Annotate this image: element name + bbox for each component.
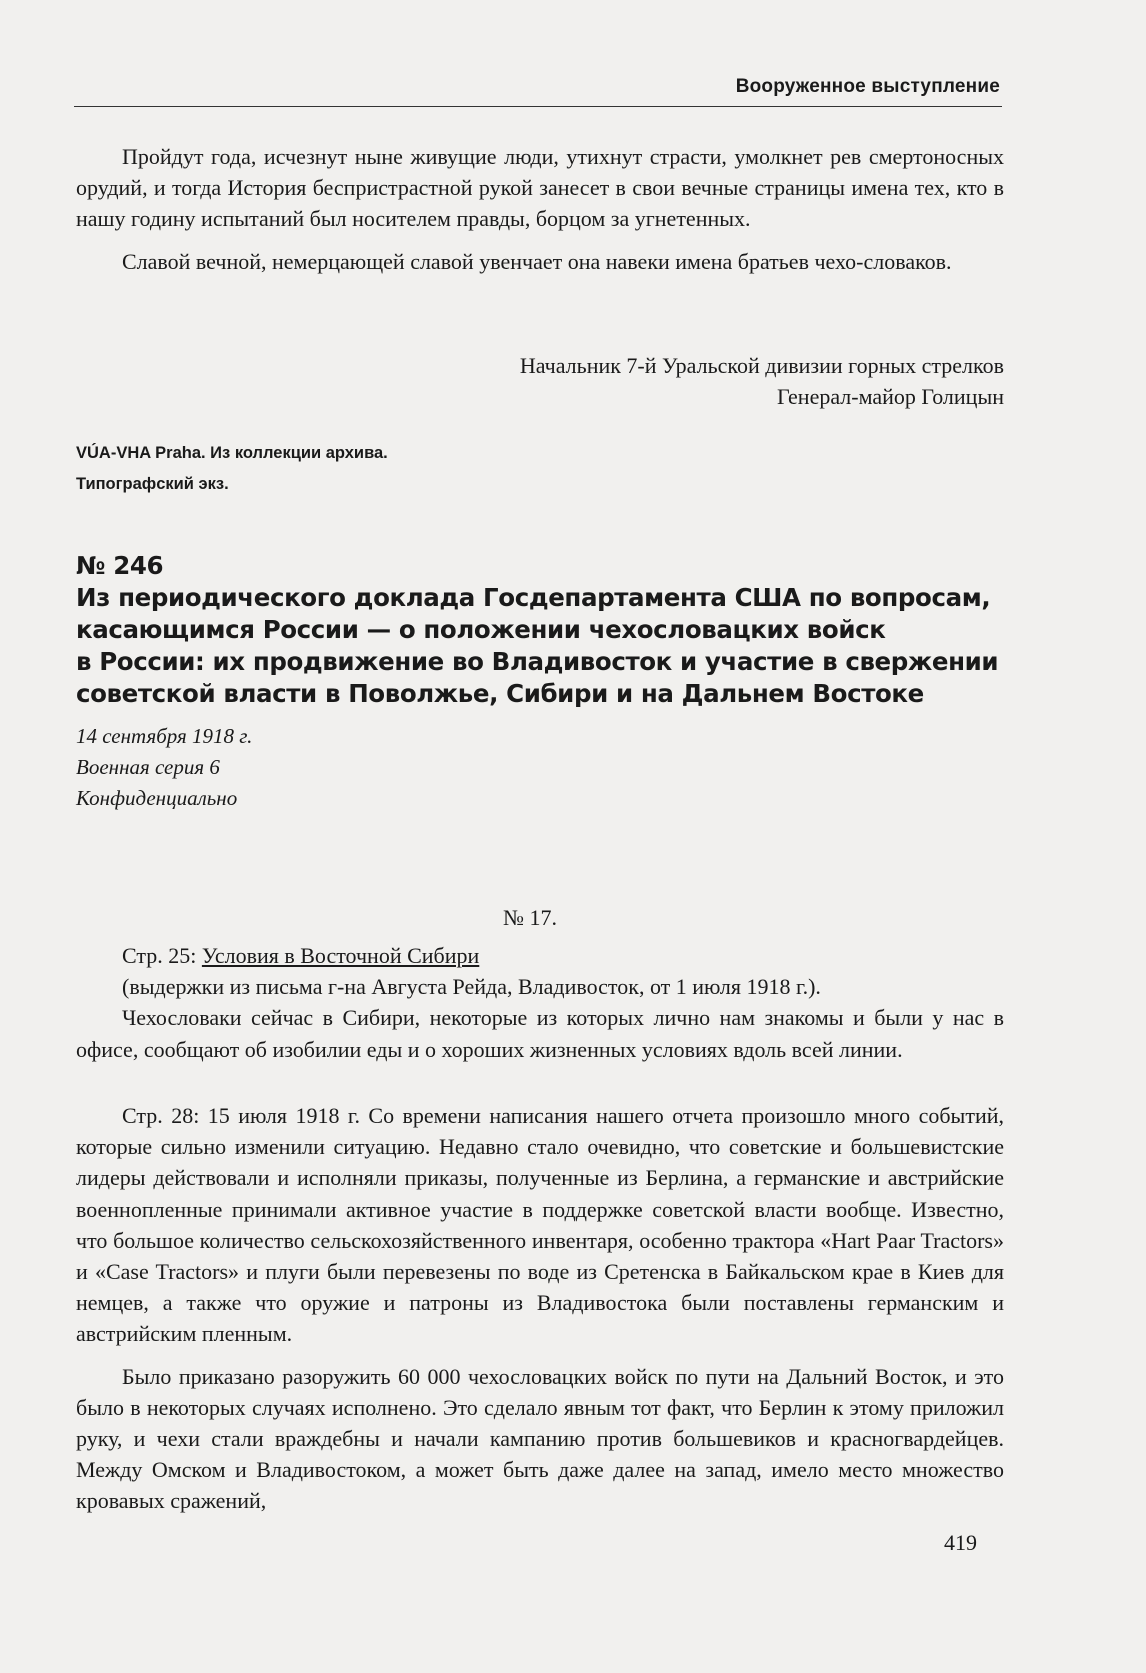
intro-paragraph-2: Славой вечной, немерцающей славой увенчает она навеки имена братьев чехо-словаков. (122, 248, 952, 274)
running-header: Вооруженное выступление (735, 76, 1000, 97)
archive-copy-type: Типографский экз. (76, 475, 229, 493)
last-paragraph: Было приказано разоружить 60 000 чехословацких войск по пути на Дальний Восток, и это было в некоторых случаях исполнено. Это сделало явным тот факт, что Берлин к этому приложил руку, и чехи стали враждебны и начали кампанию против большевиков и красногвардейцев. Между Омском и Владивостоком, а может быть даже далее на запад, имело место множество кровавых сражений, (76, 1363, 1004, 1514)
signature-position: Начальник 7-й Уральской дивизии горных стрелков (519, 353, 1004, 378)
document-title-line-1: Из периодического доклада Госдепартамента США по вопросам, (76, 583, 991, 612)
section-page-28 (76, 1100, 1004, 1528)
page25-text: Чехословаки сейчас в Сибири, некоторые из которых лично нам знакомы и были у нас в офисе, сообщают об изобилии еды и о хороших жизненных условиях вдоль всей линии. (76, 1005, 1004, 1062)
intro-block (76, 141, 1004, 288)
document-title-line-2: касающимся России — о положении чехословацких войск (76, 615, 886, 644)
archive-source: VÚA-VHA Praha. Из коллекции архива. (76, 444, 388, 462)
document-heading (76, 550, 1006, 710)
document-series: Военная серия 6 (76, 755, 220, 779)
page25-source: (выдержки из письма г-на Августа Рейда, Владивосток, от 1 июля 1918 г.). (122, 974, 821, 1000)
section-page-25 (76, 940, 1004, 1076)
intro-paragraph-1: Пройдут года, исчезнут ныне живущие люди, утихнут страсти, умолкнет рев смертоносных орудий, и тогда История беспристрастной рукой занесет в свои вечные страницы имена тех, кто в нашу годину испытаний был носителем правды, борцом за угнетенных. (76, 144, 1004, 232)
page25-title: Условия в Восточной Сибири (201, 943, 480, 968)
page25-heading (76, 940, 1004, 971)
document-title-line-4: советской власти в Поволжье, Сибири и на Дальнем Востоке (76, 679, 924, 708)
document-title-line-3: в России: их продвижение во Владивосток и участие в свержении (76, 647, 999, 676)
page-number: 419 (944, 1530, 977, 1555)
signature-name: Генерал-майор Голицын (777, 384, 1004, 409)
issue-number: № 17. (503, 905, 557, 930)
page28-text: Стр. 28: 15 июля 1918 г. Со времени написания нашего отчета произошло много событий, которые сильно изменили ситуацию. Недавно стало очевидно, что советские и большевистские лидеры действовали и исполняли приказы, полученные из Берлина, а германские и австрийские военнопленные принимали активное участие в поддержке советской власти вообще. Известно, что большое количество сельскохозяйственного инвентаря, особенно трактора «Hart Paar Tractors» и «Case Tractors» и плуги были перевезены по воде из Сретенска в Байкальском крае в Киев для немцев, а также что оружие и патроны из Владивостока были поставлены германским и австрийским пленным. (76, 1103, 1004, 1347)
page25-label: Стр. 25: (122, 943, 202, 968)
document-classification: Конфиденциально (76, 786, 238, 810)
document-number: № 246 (76, 551, 164, 580)
header-rule (74, 106, 1002, 107)
document-date: 14 сентября 1918 г. (76, 724, 253, 748)
